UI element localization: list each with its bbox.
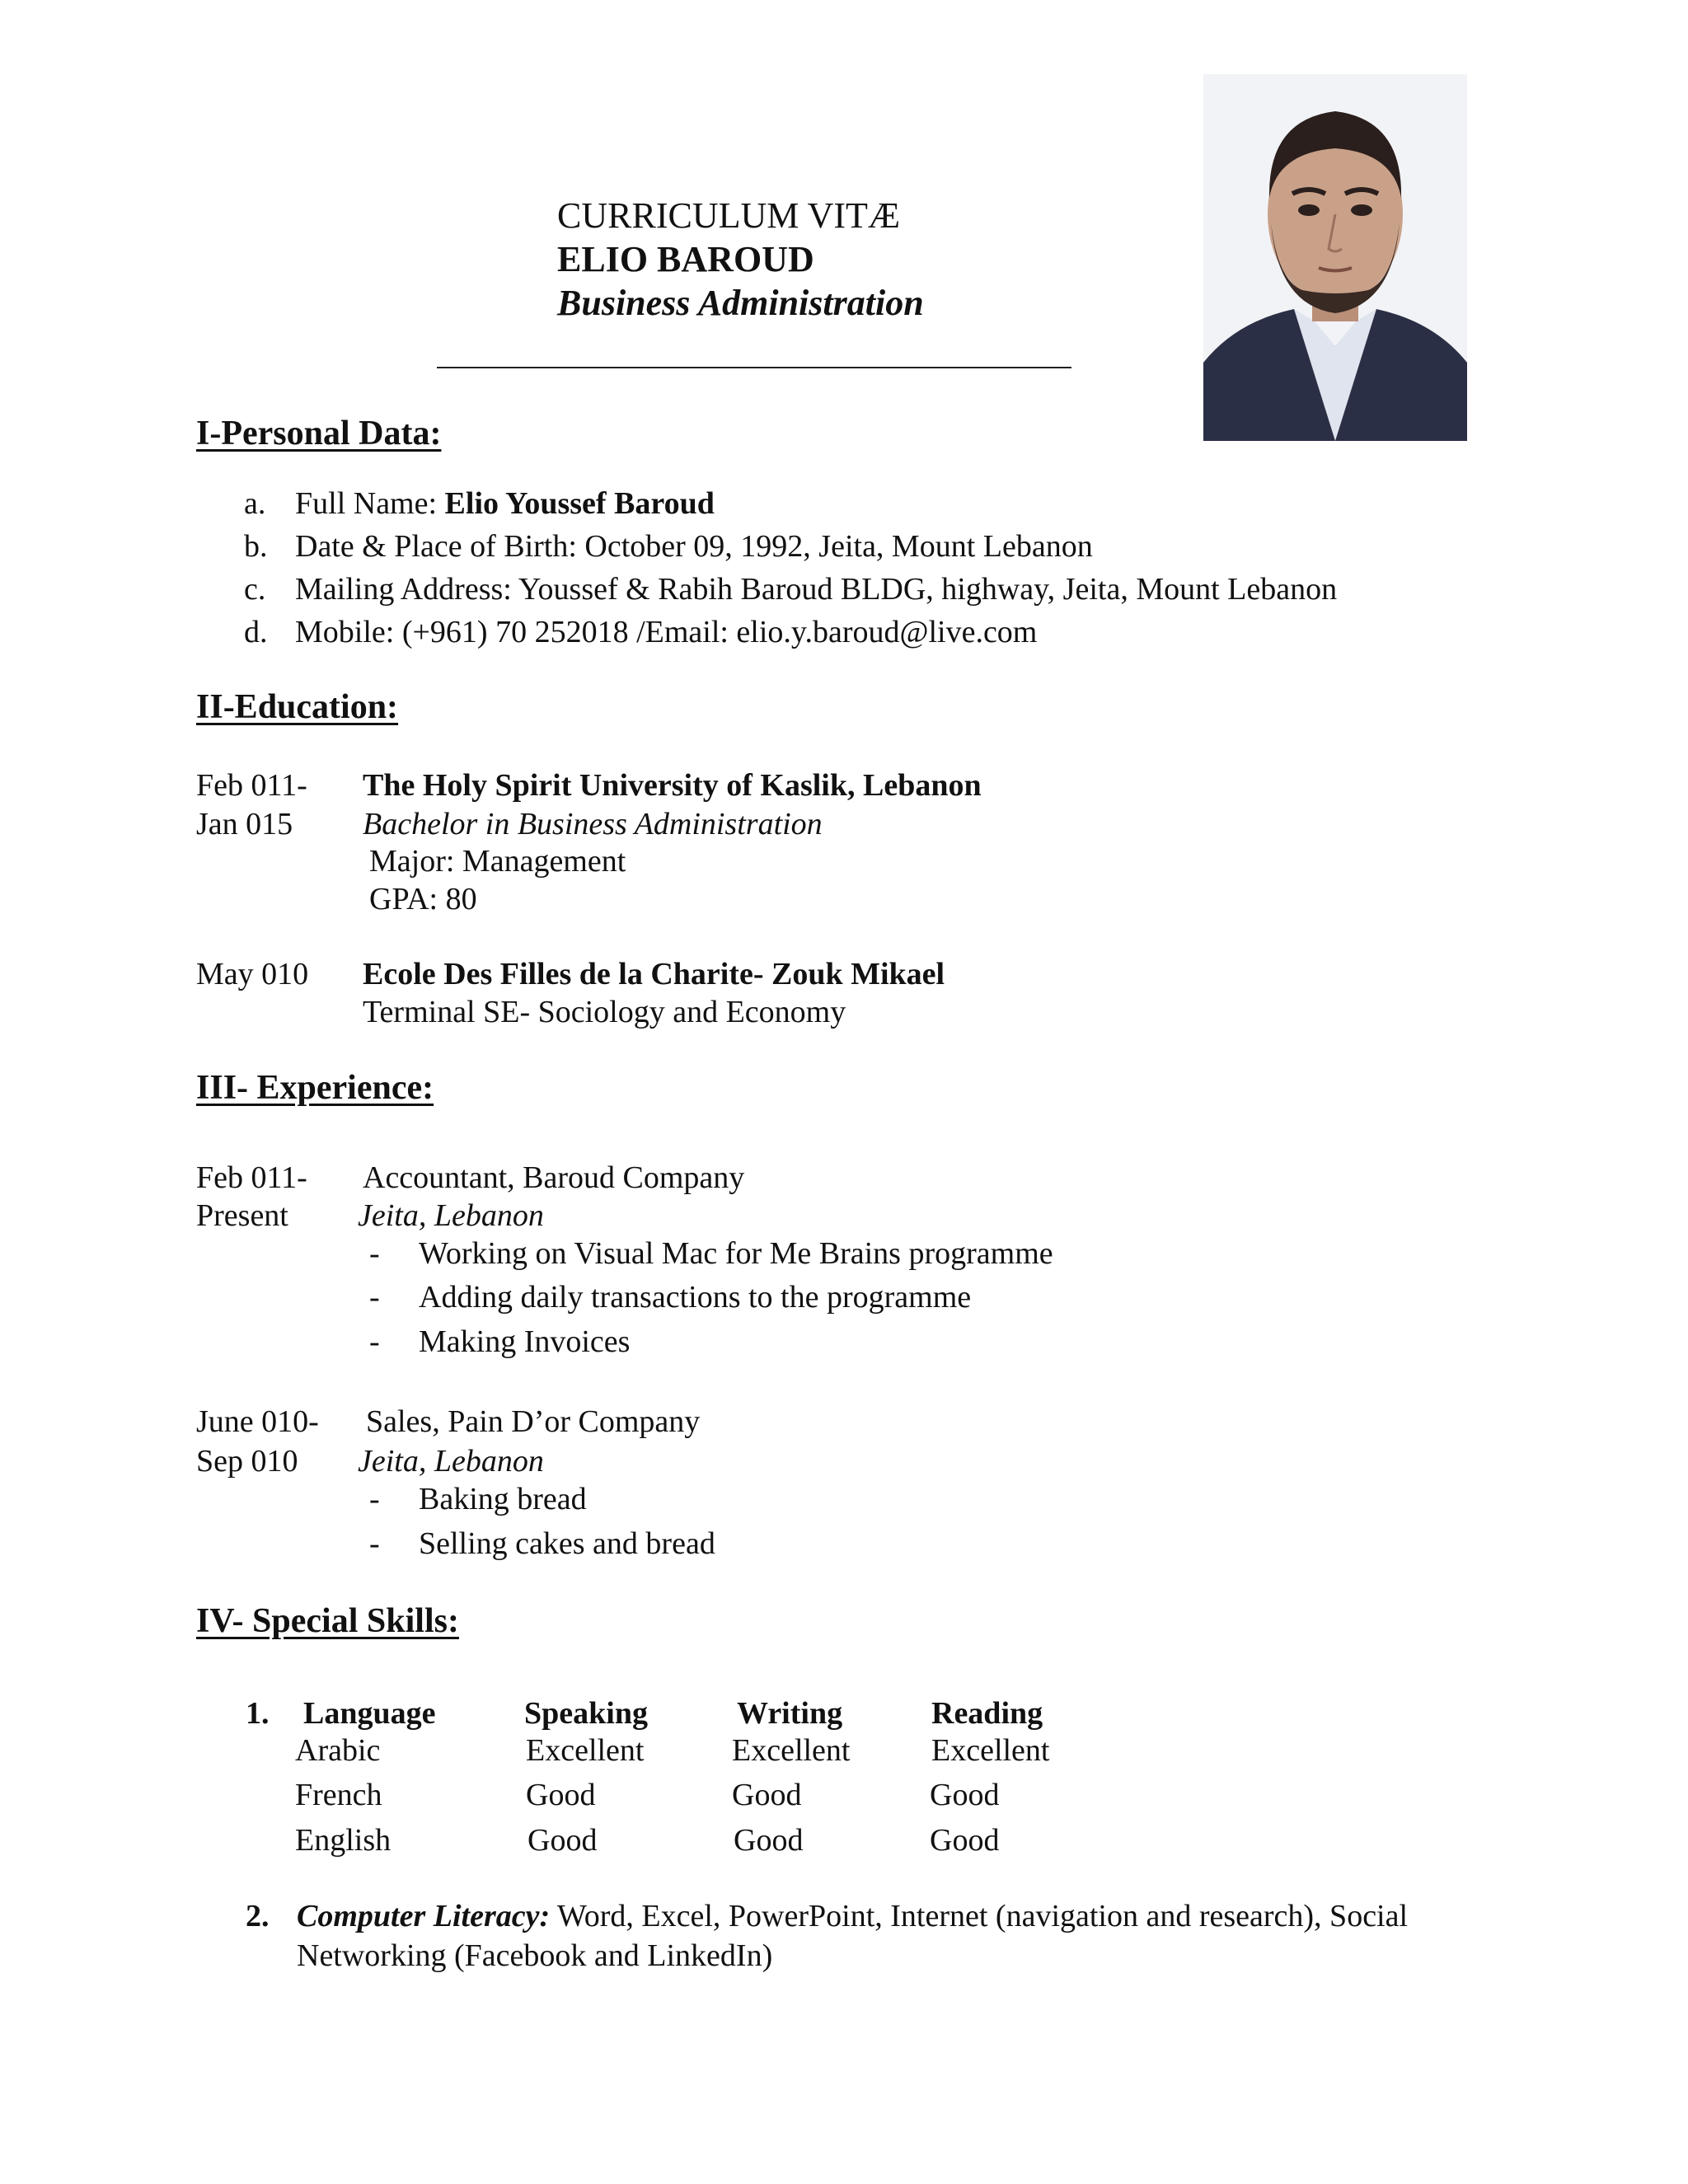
list-marker: d. [244, 615, 268, 649]
birth-line: Date & Place of Birth: October 09, 1992, Jeita, Mount Lebanon [295, 529, 1093, 564]
contact-line: Mobile: (+961) 70 252018 /Email: elio.y.baroud@live.com [295, 615, 1038, 649]
task-dash: - [369, 1324, 380, 1359]
computer-literacy-label: Computer Literacy: [297, 1899, 551, 1933]
section-heading-personal: I-Personal Data: [196, 415, 442, 452]
list-marker: b. [244, 529, 268, 564]
full-name-value: Elio Youssef Baroud [444, 486, 715, 521]
lang-cell: Good [528, 1823, 598, 1858]
lang-cell: French [295, 1778, 382, 1812]
edu-date-start: Feb 011- [196, 768, 307, 803]
exp-date-start: Feb 011- [196, 1160, 307, 1195]
edu-degree: Bachelor in Business Administration [363, 807, 823, 841]
exp-task: Adding daily transactions to the programme [419, 1280, 972, 1315]
address-line: Mailing Address: Youssef & Rabih Baroud BLDG, highway, Jeita, Mount Lebanon [295, 572, 1338, 607]
edu-date-start: May 010 [196, 957, 309, 991]
edu-gpa: GPA: 80 [369, 882, 477, 916]
skills-number-language: 1. [246, 1696, 270, 1731]
list-marker: c. [244, 572, 266, 607]
edu-degree: Terminal SE- Sociology and Economy [363, 995, 846, 1029]
exp-location: Jeita, Lebanon [358, 1444, 544, 1479]
exp-task: Working on Visual Mac for Me Brains programme [419, 1236, 1053, 1271]
full-name-label: Full Name: [295, 486, 445, 521]
lang-cell: Excellent [526, 1733, 645, 1768]
exp-location: Jeita, Lebanon [358, 1198, 544, 1233]
exp-task: Selling cakes and bread [419, 1526, 715, 1561]
task-dash: - [369, 1236, 380, 1271]
computer-literacy-text: Word, Excel, PowerPoint, Internet (navigation and research), Social [550, 1899, 1409, 1933]
lang-cell: English [295, 1823, 392, 1858]
lang-cell: Good [734, 1823, 804, 1858]
exp-task: Baking bread [419, 1482, 587, 1516]
lang-col-reading: Reading [931, 1696, 1043, 1731]
lang-cell: Good [732, 1778, 802, 1812]
portrait-icon [1203, 74, 1467, 441]
profile-photo [1203, 74, 1467, 441]
edu-major: Major: Management [369, 844, 626, 879]
edu-date-end: Jan 015 [196, 807, 293, 841]
edu-school: The Holy Spirit University of Kaslik, Lebanon [363, 768, 982, 803]
computer-literacy-line2: Networking (Facebook and LinkedIn) [297, 1938, 773, 1973]
section-heading-education: II-Education: [196, 688, 399, 726]
skills-number-computer: 2. [246, 1899, 270, 1933]
lang-cell: Good [930, 1823, 1000, 1858]
lang-cell: Excellent [931, 1733, 1050, 1768]
lang-col-language: Language [303, 1696, 436, 1731]
task-dash: - [369, 1526, 380, 1561]
section-heading-skills: IV- Special Skills: [196, 1602, 459, 1640]
section-heading-experience: III- Experience: [196, 1069, 434, 1107]
header-rule [437, 367, 1071, 368]
lang-col-writing: Writing [737, 1696, 843, 1731]
edu-school: Ecole Des Filles de la Charite- Zouk Mikael [363, 957, 945, 991]
exp-date-end: Present [196, 1198, 288, 1233]
lang-cell: Arabic [295, 1733, 381, 1768]
cv-title: CURRICULUM VITÆ [557, 195, 901, 236]
candidate-field: Business Administration [557, 283, 924, 323]
lang-col-speaking: Speaking [524, 1696, 648, 1731]
exp-date-start: June 010- [196, 1404, 319, 1439]
task-dash: - [369, 1482, 380, 1516]
task-dash: - [369, 1280, 380, 1315]
lang-cell: Good [526, 1778, 596, 1812]
list-marker: a. [244, 486, 266, 521]
exp-role: Accountant, Baroud Company [363, 1160, 745, 1195]
lang-cell: Good [930, 1778, 1000, 1812]
exp-task: Making Invoices [419, 1324, 631, 1359]
full-name-line [295, 485, 715, 523]
candidate-name: ELIO BAROUD [557, 239, 814, 279]
exp-date-end: Sep 010 [196, 1444, 298, 1479]
exp-role: Sales, Pain D’or Company [366, 1404, 701, 1439]
lang-cell: Excellent [732, 1733, 851, 1768]
computer-literacy-line [297, 1897, 1408, 1935]
